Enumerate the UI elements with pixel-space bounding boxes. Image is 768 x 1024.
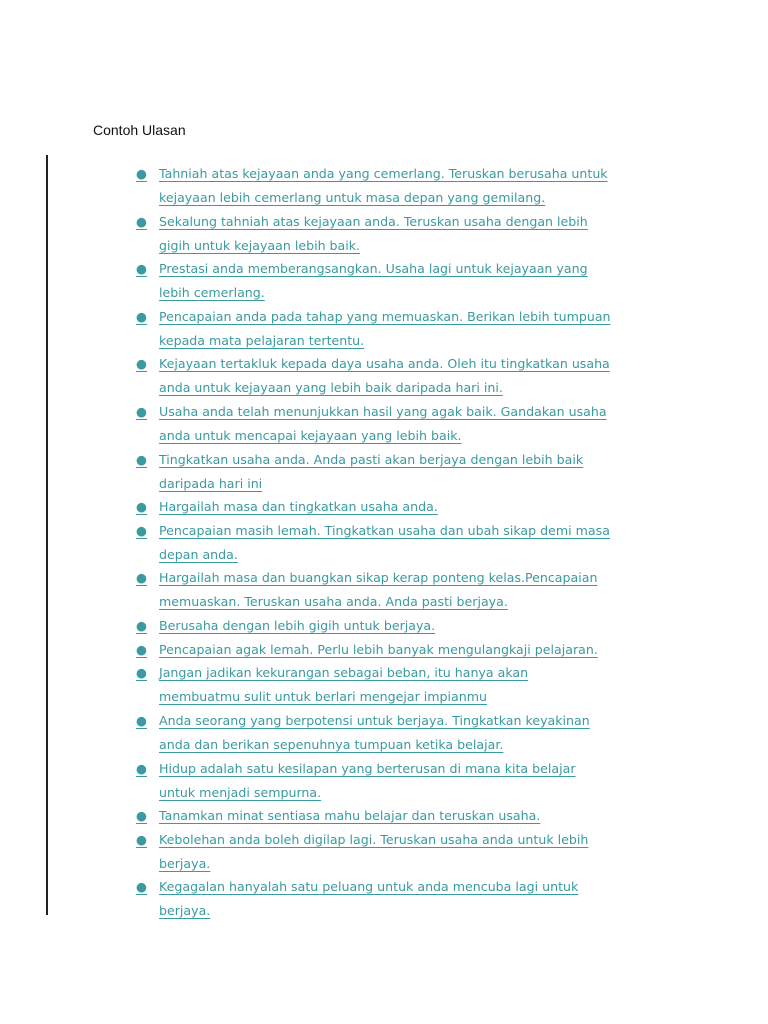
item-line-2[interactable]: berjaya.	[159, 903, 211, 919]
item-line-1[interactable]: Pencapaian anda pada tahap yang memuaskan. Berikan lebih tumpuan	[159, 308, 611, 324]
item-line-1[interactable]: Hargailah masa dan buangkan sikap kerap ponteng kelas.Pencapaian	[159, 570, 598, 586]
item-line-2[interactable]: depan anda.	[159, 546, 238, 562]
item-line-2[interactable]: lebih cemerlang.	[159, 285, 265, 301]
item-line-2[interactable]: anda dan berikan sepenuhnya tumpuan ketika belajar.	[159, 736, 504, 752]
bullet-icon: ●	[136, 760, 147, 776]
list-item[interactable]	[136, 352, 696, 400]
item-line-2[interactable]: memuaskan. Teruskan usaha anda. Anda pasti berjaya.	[159, 594, 508, 610]
list-item[interactable]	[136, 519, 696, 567]
item-line-2[interactable]: membuatmu sulit untuk berlari mengejar impianmu	[159, 689, 487, 705]
item-line-2[interactable]: gigih untuk kejayaan lebih baik.	[159, 237, 361, 253]
item-line-1[interactable]: Tahniah atas kejayaan anda yang cemerlang. Teruskan berusaha untuk	[159, 166, 608, 181]
item-line-1[interactable]: Prestasi anda memberangsangkan. Usaha lagi untuk kejayaan yang	[159, 261, 588, 277]
bullet-icon: ●	[136, 665, 147, 681]
list-item[interactable]	[136, 305, 696, 353]
list-item[interactable]	[136, 495, 696, 519]
bullet-icon: ●	[136, 570, 147, 586]
item-line-1[interactable]: Berusaha dengan lebih gigih untuk berjaya.	[159, 618, 436, 634]
list-item[interactable]	[136, 210, 696, 258]
item-line-2[interactable]: kepada mata pelajaran tertentu.	[159, 332, 365, 348]
list-item[interactable]	[136, 566, 696, 614]
item-line-1[interactable]: Pencapaian agak lemah. Perlu lebih banyak mengulangkaji pelajaran.	[159, 641, 598, 657]
item-line-1[interactable]: Tingkatkan usaha anda. Anda pasti akan berjaya dengan lebih baik	[159, 451, 584, 467]
left-margin-rule	[46, 155, 48, 915]
list-item[interactable]	[136, 162, 696, 210]
item-line-1[interactable]: Sekalung tahniah atas kejayaan anda. Teruskan usaha dengan lebih	[159, 213, 588, 229]
bullet-icon: ●	[136, 213, 147, 229]
bullet-icon: ●	[136, 641, 147, 657]
list-item[interactable]	[136, 448, 696, 496]
list-item[interactable]	[136, 400, 696, 448]
item-line-2[interactable]: kejayaan lebih cemerlang untuk masa depan yang gemilang.	[159, 190, 546, 205]
list-item[interactable]	[136, 828, 696, 876]
item-line-2[interactable]: daripada hari ini	[159, 475, 263, 491]
item-line-1[interactable]: Pencapaian masih lemah. Tingkatkan usaha dan ubah sikap demi masa	[159, 522, 610, 538]
item-line-1[interactable]: Kegagalan hanyalah satu peluang untuk anda mencuba lagi untuk	[159, 879, 579, 895]
bullet-icon: ●	[136, 618, 147, 634]
bullet-icon: ●	[136, 712, 147, 728]
item-line-1[interactable]: Usaha anda telah menunjukkan hasil yang agak baik. Gandakan usaha	[159, 404, 607, 420]
list-item[interactable]	[136, 709, 696, 757]
list-item[interactable]	[136, 661, 696, 709]
bullet-icon: ●	[136, 261, 147, 277]
list-item[interactable]	[136, 257, 696, 305]
list-item[interactable]	[136, 804, 696, 828]
bullet-icon: ●	[136, 808, 147, 824]
item-line-2[interactable]: anda untuk kejayaan yang lebih baik daripada hari ini.	[159, 380, 503, 396]
page-title: Contoh Ulasan	[93, 122, 186, 138]
bullet-icon: ●	[136, 404, 147, 420]
list-item[interactable]	[136, 875, 696, 923]
bullet-icon: ●	[136, 166, 147, 181]
list-item[interactable]	[136, 638, 696, 662]
list-item[interactable]	[136, 757, 696, 805]
item-line-2[interactable]: anda untuk mencapai kejayaan yang lebih baik.	[159, 428, 462, 444]
item-line-1[interactable]: Kebolehan anda boleh digilap lagi. Teruskan usaha anda untuk lebih	[159, 831, 589, 847]
bullet-icon: ●	[136, 499, 147, 515]
item-line-1[interactable]: Kejayaan tertakluk kepada daya usaha anda. Oleh itu tingkatkan usaha	[159, 356, 610, 372]
item-line-1[interactable]: Anda seorang yang berpotensi untuk berjaya. Tingkatkan keyakinan	[159, 712, 590, 728]
item-line-2[interactable]: berjaya.	[159, 855, 211, 871]
bullet-icon: ●	[136, 879, 147, 895]
bullet-icon: ●	[136, 451, 147, 467]
bullet-icon: ●	[136, 831, 147, 847]
bullet-icon: ●	[136, 308, 147, 324]
review-list	[136, 162, 696, 923]
item-line-2[interactable]: untuk menjadi sempurna.	[159, 784, 322, 800]
list-item[interactable]	[136, 614, 696, 638]
item-line-1[interactable]: Hidup adalah satu kesilapan yang berterusan di mana kita belajar	[159, 760, 576, 776]
bullet-icon: ●	[136, 522, 147, 538]
item-line-1[interactable]: Jangan jadikan kekurangan sebagai beban, itu hanya akan	[159, 665, 529, 681]
item-line-1[interactable]: Tanamkan minat sentiasa mahu belajar dan teruskan usaha.	[159, 808, 541, 824]
bullet-icon: ●	[136, 356, 147, 372]
item-line-1[interactable]: Hargailah masa dan tingkatkan usaha anda.	[159, 499, 438, 515]
